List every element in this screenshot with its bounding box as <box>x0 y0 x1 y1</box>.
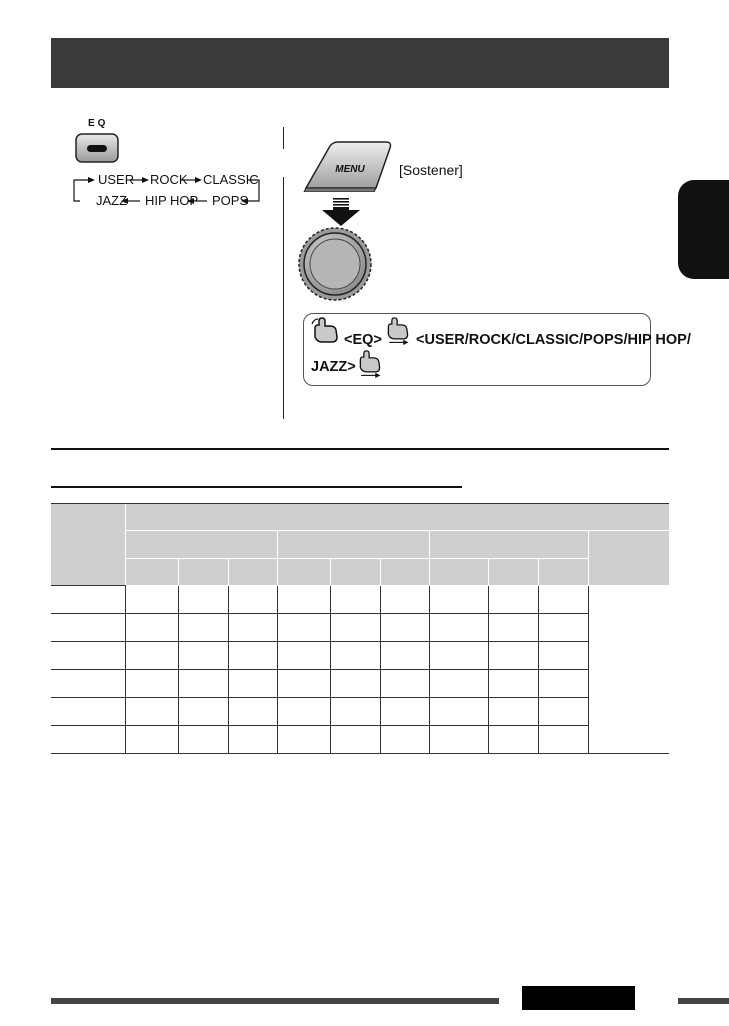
table-cell <box>277 670 330 698</box>
table-cell <box>488 586 538 614</box>
table-cell <box>538 726 588 754</box>
table-cell <box>277 642 330 670</box>
hold-instruction: [Sostener] <box>399 162 463 178</box>
table-cell <box>178 614 228 642</box>
sequence-hip-hop: HIP HOP <box>145 193 199 208</box>
table-row-label <box>51 670 125 698</box>
table-header-mode <box>51 504 125 586</box>
table-subheader <box>488 559 538 586</box>
table-cell <box>429 698 488 726</box>
table-cell <box>178 642 228 670</box>
table-cell <box>125 670 178 698</box>
table-cell <box>330 614 380 642</box>
section-divider <box>51 448 669 450</box>
table-cell <box>125 642 178 670</box>
table-subheader <box>228 559 277 586</box>
sequence-classic: CLASSIC <box>203 172 259 187</box>
table-cell <box>380 726 429 754</box>
table-subheader <box>277 559 330 586</box>
footer-rule <box>51 998 499 1004</box>
table-header-loud <box>588 531 669 586</box>
table-cell <box>429 586 488 614</box>
table-cell <box>125 586 178 614</box>
table-row-label <box>51 726 125 754</box>
sequence-rock: ROCK <box>150 172 188 187</box>
table-row-label <box>51 642 125 670</box>
table-subheader <box>125 559 178 586</box>
table-cell <box>330 698 380 726</box>
language-side-tab <box>678 180 729 279</box>
table-row <box>51 726 669 754</box>
push-down-arrow-icon <box>318 197 364 227</box>
footer-rule-right <box>678 998 729 1004</box>
table-cell <box>488 614 538 642</box>
table-cell <box>277 698 330 726</box>
table-header-bass <box>125 531 277 559</box>
subsection-underline <box>51 486 462 488</box>
eq-button-label: EQ <box>88 118 109 129</box>
hand-turn-icon <box>354 350 386 378</box>
table-cell <box>429 642 488 670</box>
sequence-jazz: JAZZ <box>96 193 128 208</box>
table-cell <box>330 586 380 614</box>
table-subheader <box>380 559 429 586</box>
table-subheader <box>538 559 588 586</box>
table-cell <box>277 586 330 614</box>
eq-button-icon[interactable] <box>75 133 119 163</box>
table-cell <box>178 698 228 726</box>
table-cell <box>380 698 429 726</box>
table-cell <box>429 726 488 754</box>
table-cell <box>125 726 178 754</box>
table-cell <box>538 670 588 698</box>
step-sound-modes: <USER/ROCK/CLASSIC/POPS/HIP HOP/ <box>416 332 691 348</box>
table-row-label <box>51 586 125 614</box>
table-cell <box>228 614 277 642</box>
control-dial-icon[interactable] <box>297 226 373 302</box>
table-cell <box>178 586 228 614</box>
eq-values-table <box>51 503 669 754</box>
table-cell <box>330 642 380 670</box>
page-title-bar <box>51 38 669 88</box>
table-cell <box>380 586 429 614</box>
table-subheader <box>429 559 488 586</box>
page-number-box <box>522 986 635 1010</box>
column-divider-upper <box>283 127 284 149</box>
table-cell <box>330 726 380 754</box>
table-header-middle <box>277 531 429 559</box>
table-subheader <box>178 559 228 586</box>
menu-button-icon[interactable] <box>300 140 396 192</box>
sequence-pops: POPS <box>212 193 249 208</box>
table-cell <box>125 698 178 726</box>
table-cell <box>125 614 178 642</box>
table-cell <box>228 670 277 698</box>
column-divider-lower <box>283 177 284 419</box>
table-cell-loud <box>588 586 669 754</box>
table-row-label <box>51 698 125 726</box>
hand-turn-icon <box>382 317 414 345</box>
table-header-settings <box>125 504 669 531</box>
table-cell <box>228 726 277 754</box>
table-cell <box>538 614 588 642</box>
table-cell <box>538 698 588 726</box>
table-subheader <box>330 559 380 586</box>
table-cell <box>228 698 277 726</box>
table-cell <box>380 642 429 670</box>
step-jazz: JAZZ> <box>311 359 356 375</box>
table-cell <box>488 670 538 698</box>
table-cell <box>380 614 429 642</box>
table-cell <box>488 698 538 726</box>
table-cell <box>277 726 330 754</box>
sequence-user: USER <box>98 172 135 187</box>
table-cell <box>488 642 538 670</box>
table-cell <box>380 670 429 698</box>
table-cell <box>228 642 277 670</box>
table-row-label <box>51 614 125 642</box>
table-cell <box>330 670 380 698</box>
table-header-treble <box>429 531 588 559</box>
table-row <box>51 642 669 670</box>
table-cell <box>178 670 228 698</box>
table-cell <box>228 586 277 614</box>
hand-press-icon <box>310 317 342 345</box>
table-row <box>51 670 669 698</box>
table-cell <box>277 614 330 642</box>
table-cell <box>538 642 588 670</box>
table-row <box>51 698 669 726</box>
table-row <box>51 614 669 642</box>
table-cell <box>538 586 588 614</box>
table-row <box>51 586 669 614</box>
table-cell <box>429 670 488 698</box>
table-cell <box>178 726 228 754</box>
table-cell <box>488 726 538 754</box>
table-cell <box>429 614 488 642</box>
menu-button-label: MENU <box>335 164 365 175</box>
step-eq: <EQ> <box>344 332 382 348</box>
